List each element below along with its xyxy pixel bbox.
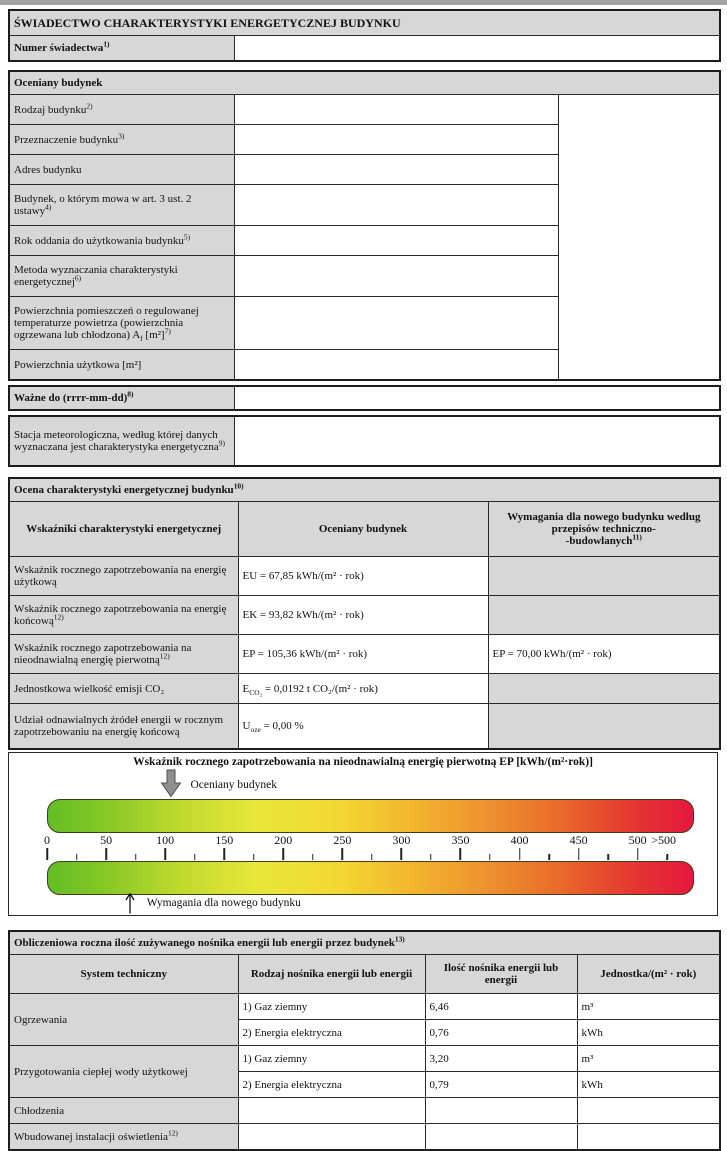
- axis-minor-tick: [489, 854, 491, 860]
- requirement-marker: [124, 892, 301, 914]
- assessment-table: [8, 477, 721, 750]
- conditioned-area-label: Powierzchnia pomieszczeń o regulowanej temperaturze powietrza (powierzchnia ogrzewana lub chłodzona) $A_f$ $[m^2]^{7)}$: [9, 297, 234, 350]
- weather-station-table: [8, 415, 721, 467]
- col-header-unit: Jednostka/(m² · rok): [577, 955, 720, 994]
- axis-minor-tick: [312, 854, 314, 860]
- col-header-assessed-building: Oceniany budynek: [238, 502, 488, 557]
- axis-major-tick: [460, 848, 462, 860]
- axis-tick-label: 250: [333, 833, 352, 847]
- axis-overflow-label: >500: [651, 833, 677, 847]
- axis-tick-label: 200: [274, 833, 293, 847]
- chart-title: Wskaźnik rocznego zapotrzebowania na nieodnawialną energię pierwotną EP [kWh/(m²·rok)]: [133, 756, 593, 768]
- commissioning-year-value: [234, 226, 558, 256]
- heating-amount-2: 0,76: [425, 1020, 577, 1046]
- building-art3-label: Budynek, o którym mowa w art. 3 ust. 2 ustawy$^{4)}$: [9, 185, 234, 226]
- heating-carrier-1: 1) Gaz ziemny: [238, 994, 425, 1020]
- requirement-marker-label: Wymagania dla nowego budynku: [146, 897, 301, 909]
- building-purpose-value: [234, 125, 558, 155]
- building-photo-cell: [558, 95, 720, 381]
- heating-amount-1: 6,46: [425, 994, 577, 1020]
- col-header-requirements: Wymagania dla nowego budynku według przepisów techniczno- -budowlanych$^{11)}$: [488, 502, 720, 557]
- axis-minor-tick: [666, 854, 668, 860]
- building-section-header: Oceniany budynek: [9, 71, 720, 95]
- axis-tick-label: 50: [100, 833, 113, 847]
- system-cooling-label: Chłodzenia: [9, 1098, 238, 1124]
- valid-until-label: Ważne do (rrrr-mm-dd)$^{8)}$: [9, 386, 234, 410]
- axis-tick-label: 400: [510, 833, 529, 847]
- ep-indicator-label: Wskaźnik rocznego zapotrzebowania na nieodnawialną energię pierwotną$^{12)}$: [9, 635, 238, 674]
- ek-requirement-value: [488, 596, 720, 635]
- axis-minor-tick: [76, 854, 78, 860]
- axis-tick-label: 100: [156, 833, 175, 847]
- hot-water-amount-1: 3,20: [425, 1046, 577, 1072]
- axis-major-tick: [401, 848, 403, 860]
- cooling-carrier: [238, 1098, 425, 1124]
- lighting-carrier: [238, 1124, 425, 1151]
- usable-area-value: [234, 350, 558, 381]
- up-arrow-icon: [124, 892, 136, 914]
- assessed-building-marker: [161, 770, 277, 797]
- axis-major-tick: [46, 848, 48, 860]
- col-header-technical-system: System techniczny: [9, 955, 238, 994]
- usable-area-label: Powierzchnia użytkowa [m²]: [9, 350, 234, 381]
- co2-requirement-value: [488, 674, 720, 704]
- axis-minor-tick: [430, 854, 432, 860]
- conditioned-area-value: [234, 297, 558, 350]
- ek-assessed-value: EK = 93,82 kWh/(m² · rok): [238, 596, 488, 635]
- lighting-unit: [577, 1124, 720, 1151]
- axis-major-tick: [519, 848, 521, 860]
- ep-scale-bar-bottom: [47, 861, 694, 895]
- axis-major-tick: [637, 848, 639, 860]
- assessed-building-table: [8, 70, 721, 381]
- consumption-section-header: Obliczeniowa roczna ilość zużywanego nośnika energii lub energii przez budynek$^{13)}$: [9, 931, 720, 955]
- col-header-carrier-type: Rodzaj nośnika energii lub energii: [238, 955, 425, 994]
- building-purpose-label: Przeznaczenie budynku$^{3)}$: [9, 125, 234, 155]
- ep-scale-axis: [9, 833, 717, 861]
- eu-assessed-value: EU = 67,85 kWh/(m² · rok): [238, 557, 488, 596]
- col-header-carrier-amount: Ilość nośnika energii lub energii: [425, 955, 577, 994]
- co2-emission-value: $E_{CO_2} = 0,0192$ t CO₂/(m² · rok): [238, 674, 488, 704]
- eu-indicator-label: Wskaźnik rocznego zapotrzebowania na energię użytkową: [9, 557, 238, 596]
- certificate-number-label: Numer świadectwa$^{1)}$: [9, 36, 234, 62]
- valid-until-value: [234, 386, 720, 410]
- axis-tick-label: 500: [628, 833, 647, 847]
- valid-until-table: [8, 385, 721, 411]
- building-address-label: Adres budynku: [9, 155, 234, 185]
- axis-tick-label: 350: [451, 833, 470, 847]
- col-header-indicators: Wskaźniki charakterystyki energetycznej: [9, 502, 238, 557]
- renewables-share-label: Udział odnawialnych źródeł energii w rocznym zapotrzebowaniu na energię końcową: [9, 704, 238, 750]
- hot-water-unit-1: m³: [577, 1046, 720, 1072]
- certificate-header-table: [8, 9, 721, 62]
- lighting-amount: [425, 1124, 577, 1151]
- axis-tick-label: 0: [44, 833, 50, 847]
- spacer: [8, 467, 719, 477]
- system-heating-label: Ogrzewania: [9, 994, 238, 1046]
- commissioning-year-label: Rok oddania do użytkowania budynku$^{5)}$: [9, 226, 234, 256]
- weather-station-value: [234, 416, 720, 466]
- method-value: [234, 256, 558, 297]
- axis-minor-tick: [371, 854, 373, 860]
- axis-minor-tick: [548, 854, 550, 860]
- hot-water-amount-2: 0,79: [425, 1072, 577, 1098]
- co2-emission-label: Jednostkowa wielkość emisji CO₂: [9, 674, 238, 704]
- building-art3-value: [234, 185, 558, 226]
- assessed-building-marker-label: Oceniany budynek: [190, 779, 277, 791]
- ek-indicator-label: Wskaźnik rocznego zapotrzebowania na energię końcową$^{12)}$: [9, 596, 238, 635]
- axis-major-tick: [105, 848, 107, 860]
- consumption-table: [8, 930, 721, 1151]
- renewables-share-value: $U_{oze} = 0,00$ %: [238, 704, 488, 750]
- spacer: [8, 62, 719, 70]
- building-type-value: [234, 95, 558, 125]
- building-type-label: Rodzaj budynku$^{2)}$: [9, 95, 234, 125]
- heating-carrier-2: 2) Energia elektryczna: [238, 1020, 425, 1046]
- axis-major-tick: [578, 848, 580, 860]
- heating-unit-2: kWh: [577, 1020, 720, 1046]
- axis-major-tick: [223, 848, 225, 860]
- axis-tick-label: 150: [215, 833, 234, 847]
- system-lighting-label: Wbudowanej instalacji oświetlenia$^{12)}$: [9, 1124, 238, 1151]
- renewables-requirement-value: [488, 704, 720, 750]
- axis-tick-label: 450: [569, 833, 588, 847]
- building-address-value: [234, 155, 558, 185]
- hot-water-carrier-1: 1) Gaz ziemny: [238, 1046, 425, 1072]
- ep-scale-chart: [8, 752, 718, 916]
- certificate-number-value: [234, 36, 720, 62]
- method-label: Metoda wyznaczania charakterystyki energetycznej$^{6)}$: [9, 256, 234, 297]
- ep-scale-bar-top: [47, 799, 694, 833]
- certificate-content: [8, 9, 719, 1151]
- axis-major-tick: [342, 848, 344, 860]
- axis-minor-tick: [607, 854, 609, 860]
- cooling-unit: [577, 1098, 720, 1124]
- axis-minor-tick: [194, 854, 196, 860]
- weather-station-label: Stacja meteorologiczna, według której danych wyznaczana jest charakterystyka energetyczna$^{9)}$: [9, 416, 234, 466]
- axis-tick-label: 300: [392, 833, 411, 847]
- document-title: ŚWIADECTWO CHARAKTERYSTYKI ENERGETYCZNEJ BUDYNKU: [9, 10, 720, 36]
- hot-water-unit-2: kWh: [577, 1072, 720, 1098]
- ep-requirement-value: EP = 70,00 kWh/(m² · rok): [488, 635, 720, 674]
- axis-minor-tick: [135, 854, 137, 860]
- axis-major-tick: [164, 848, 166, 860]
- axis-major-tick: [283, 848, 285, 860]
- system-hot-water-label: Przygotowania ciepłej wody użytkowej: [9, 1046, 238, 1098]
- assessment-section-header: Ocena charakterystyki energetycznej budynku$^{10)}$: [9, 478, 720, 502]
- cooling-amount: [425, 1098, 577, 1124]
- ep-assessed-value: EP = 105,36 kWh/(m² · rok): [238, 635, 488, 674]
- hot-water-carrier-2: 2) Energia elektryczna: [238, 1072, 425, 1098]
- scan-edge-strip: [0, 0, 727, 5]
- heating-unit-1: m³: [577, 994, 720, 1020]
- axis-minor-tick: [253, 854, 255, 860]
- eu-requirement-value: [488, 557, 720, 596]
- spacer: [8, 916, 719, 930]
- down-arrow-icon: [161, 770, 181, 797]
